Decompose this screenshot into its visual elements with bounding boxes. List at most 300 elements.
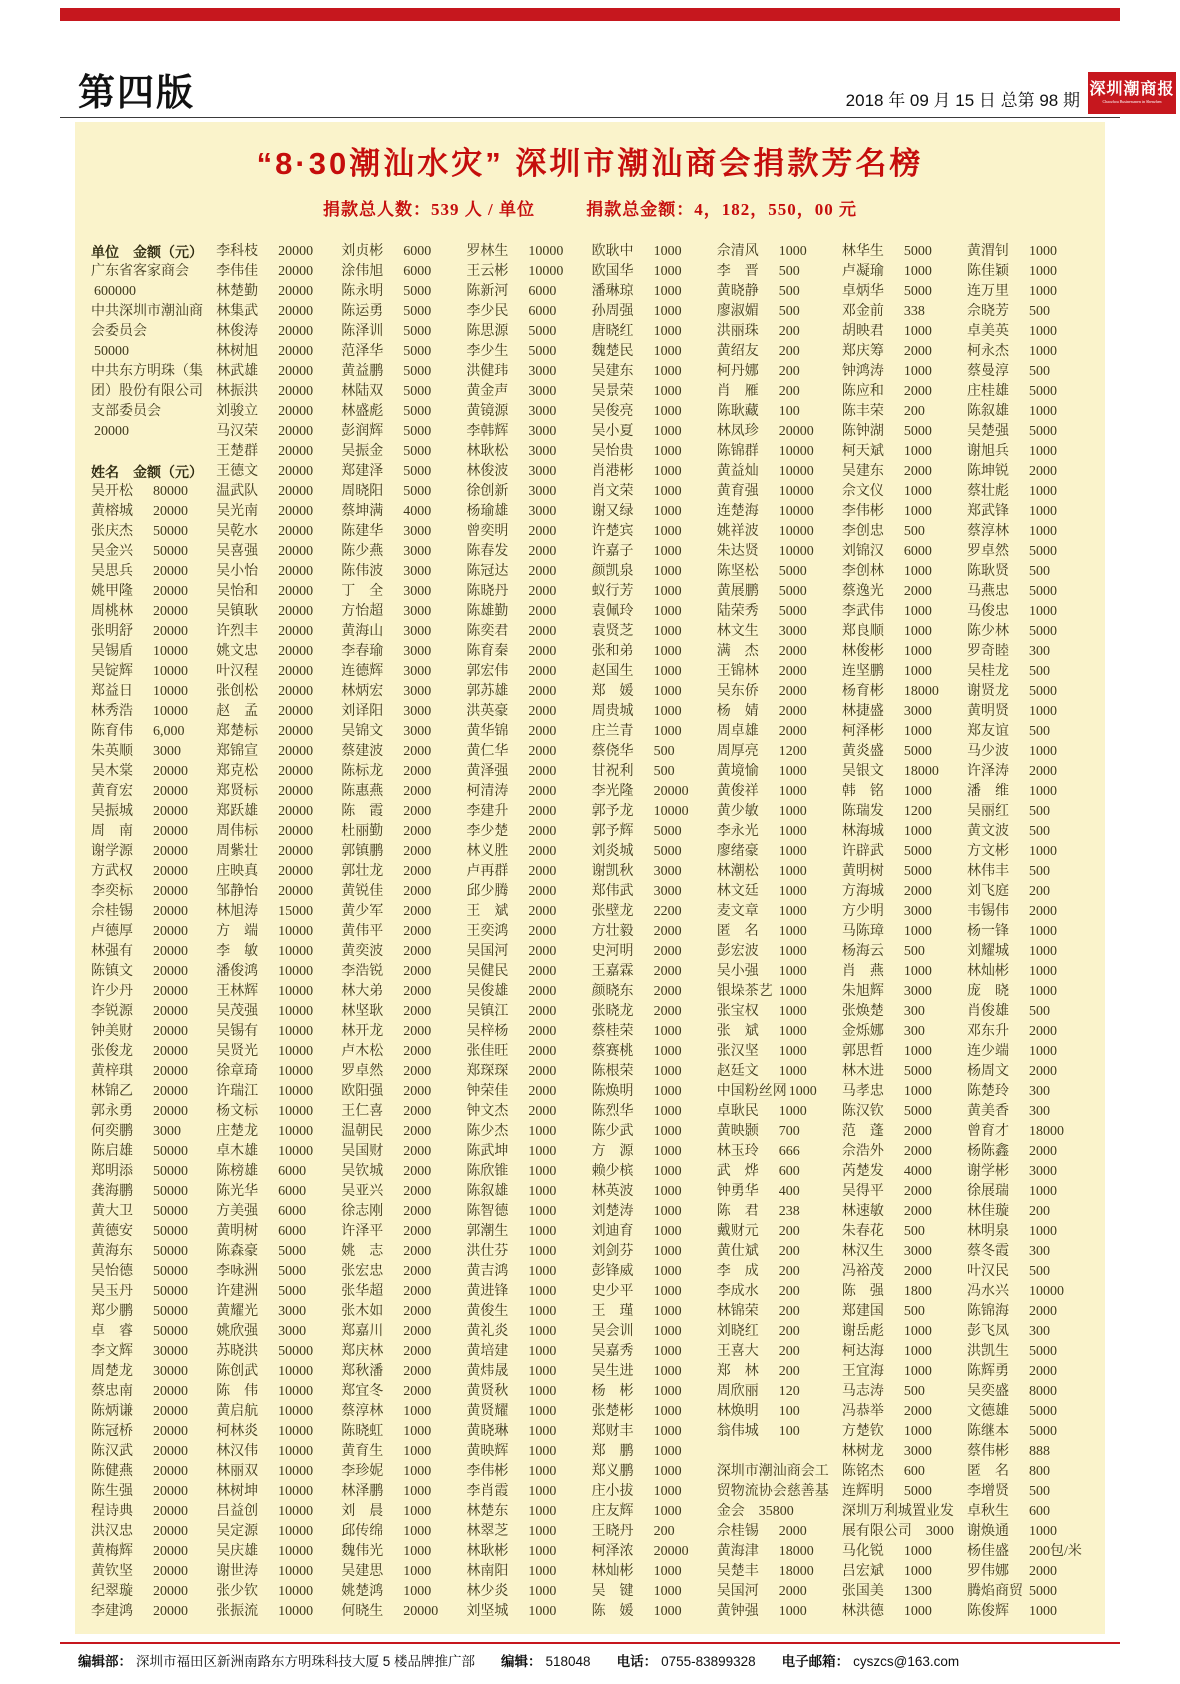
donor-name: 郭永勇 [91,1104,133,1119]
donor-name: 连德辉 [341,664,384,679]
donor-row [91,682,213,702]
donor-amount: 1000 [653,1104,682,1119]
donor-row [967,542,1089,562]
donor-amount: 1000 [403,1404,432,1419]
donor-row [216,842,338,862]
donor-row [592,742,714,762]
donor-amount: 1000 [653,1564,682,1579]
donor-row [91,982,213,1002]
donor-row [842,1062,964,1082]
donor-amount: 1000 [653,1384,682,1399]
donor-name: 曾奕明 [466,524,509,539]
donor-row [466,1002,588,1022]
donor-amount: 1000 [403,1424,432,1439]
donor-name: 杨 彬 [591,1384,634,1399]
donor-amount: 20000 [278,884,314,899]
donor-amount: 10000 [278,944,314,959]
donor-amount: 20000 [153,504,188,519]
donor-amount: 2000 [778,644,807,659]
donor-row [341,782,463,802]
donor-name: 黄德安 [91,1224,133,1239]
donor-name: 张庆杰 [91,524,133,539]
donor-name: 林洪德 [841,1604,884,1619]
donor-row [216,782,338,802]
donor-row [592,462,714,482]
donor-row [717,942,839,962]
donor-row [967,1602,1089,1622]
donor-amount: 1000 [653,444,682,459]
donor-amount: 1000 [653,1304,682,1319]
donor-row [967,422,1089,442]
donor-name: 柯达海 [841,1344,884,1359]
donor-row [91,1142,213,1162]
donor-name: 洪健玮 [466,364,509,379]
donor-amount: 1000 [903,1424,932,1439]
donor-name: 陈镇文 [91,964,133,979]
donor-row [967,1162,1089,1182]
donor-amount: 10000 [278,1024,314,1039]
donor-row [341,262,463,282]
donor-name: 吴得平 [841,1184,884,1199]
donor-amount: 10000 [778,504,814,519]
donor-name: 许建洲 [216,1284,259,1299]
donor-name: 史少平 [591,1284,634,1299]
donor-amount: 5000 [903,1104,932,1119]
donor-row [967,1142,1089,1162]
donor-row [842,1302,964,1322]
donor-name: 周桃林 [91,604,133,619]
donor-row [592,422,714,442]
donor-amount: 2000 [528,564,557,579]
donor-name: 林汉生 [841,1244,884,1259]
donor-name: 潘琳琼 [591,284,634,299]
donor-amount: 20000 [278,724,314,739]
donor-amount: 1000 [653,624,682,639]
donor-amount: 1000 [778,824,807,839]
donor-amount: 8000 [1028,1384,1057,1399]
donor-name: 陈惠燕 [341,784,384,799]
donor-name: 满 杰 [716,644,759,659]
donor-name: 蔡赛桃 [591,1044,634,1059]
donor-amount: 1000 [653,1084,682,1099]
donor-name: 王德文 [216,464,259,479]
donor-row [592,362,714,382]
donor-amount: 20000 [278,304,314,319]
donor-amount: 2000 [403,1144,432,1159]
unit-donor-entry [91,262,213,302]
donor-name: 张华超 [341,1284,384,1299]
donor-name: 陈 强 [841,1284,884,1299]
donor-amount: 20000 [653,1544,689,1559]
spacer [717,1442,839,1462]
donor-row [967,782,1089,802]
donor-amount: 3000 [903,984,932,999]
donor-row [91,1342,213,1362]
donor-amount: 1000 [903,324,932,339]
donor-row [466,1022,588,1042]
donor-amount: 2000 [1028,1064,1057,1079]
donor-name: 庞 晓 [966,984,1009,999]
donor-amount: 20000 [653,784,689,799]
donor-name: 林翠芝 [466,1524,509,1539]
donor-row [717,902,839,922]
donor-amount: 338 [903,304,925,319]
donor-amount: 2000 [1028,1304,1057,1319]
donor-amount: 2000 [403,764,432,779]
donor-amount: 1000 [903,824,932,839]
donor-row [967,562,1089,582]
donor-row [967,1182,1089,1202]
donor-amount: 3000 [528,444,557,459]
donor-amount: 1000 [778,904,807,919]
donor-amount: 10000 [653,804,689,819]
donor-row [717,362,839,382]
donor-row [967,442,1089,462]
donor-name: 蔡淳林 [341,1404,384,1419]
donor-row [717,622,839,642]
donor-row [466,1562,588,1582]
donor-name: 周卓雄 [716,724,759,739]
donor-row [842,1402,964,1422]
donor-name: 卢再群 [466,864,509,879]
donor-name: 林秀浩 [91,704,133,719]
donor-row [466,1522,588,1542]
donor-amount: 238 [778,1204,800,1219]
donor-amount: 20000 [153,884,188,899]
donor-row [717,1322,839,1342]
donor-row [216,462,338,482]
donor-row [466,1582,588,1602]
donor-row [717,1542,839,1562]
donor-amount: 200 [778,1364,800,1379]
donor-row [717,482,839,502]
donor-amount: 1000 [653,1164,682,1179]
donor-amount: 3000 [903,1244,932,1259]
donor-row [341,1162,463,1182]
donor-row [967,1002,1089,1022]
donor-name: 杨育彬 [841,684,884,699]
donor-amount: 300 [1028,644,1050,659]
donor-amount: 5000 [403,424,432,439]
donor-row [216,662,338,682]
donor-name: 邹静怡 [216,884,259,899]
donor-amount: 20000 [153,824,188,839]
donor-row [842,762,964,782]
donor-row [91,1002,213,1022]
donor-row [466,1442,588,1462]
donor-row [842,282,964,302]
donor-amount: 20000 [153,864,188,879]
donor-row [717,662,839,682]
donor-row [842,1382,964,1402]
donor-name: 刘楚涛 [591,1204,634,1219]
donor-row [216,1142,338,1162]
donor-row [717,262,839,282]
donor-name: 袁佩玲 [591,604,634,619]
donor-row [717,462,839,482]
donor-row [717,1302,839,1322]
donor-name: 陈光华 [216,1184,259,1199]
donor-row [717,382,839,402]
donor-row [842,862,964,882]
donor-amount: 2000 [528,884,557,899]
donor-row [341,1342,463,1362]
donor-row [216,982,338,1002]
donor-name: 曾育才 [966,1124,1009,1139]
donor-amount: 1000 [903,1044,932,1059]
donor-row [967,802,1089,822]
donor-name: 林华生 [841,244,884,259]
donor-row [717,1522,839,1542]
donor-name: 彭宏波 [716,944,759,959]
donor-name: 陈佳颖 [966,264,1009,279]
footer-item [617,1654,756,1669]
donor-amount: 10000 [278,964,314,979]
donor-row [341,1582,463,1602]
donor-amount: 2000 [528,824,557,839]
donor-row [91,1162,213,1182]
donor-name: 邓东升 [966,1024,1009,1039]
donor-amount: 2000 [403,1084,432,1099]
top-red-bar [60,8,1120,21]
donor-row [216,1442,338,1462]
donor-row [216,722,338,742]
donor-amount: 10000 [778,464,814,479]
donor-name: 吴生进 [591,1364,634,1379]
donor-row [341,1362,463,1382]
donor-name: 刘锦汉 [841,544,884,559]
donor-name: 林少炎 [466,1584,509,1599]
donor-amount: 200 [1028,1204,1050,1219]
donor-amount: 20000 [278,484,314,499]
donor-row [466,562,588,582]
donor-column-2 [216,242,338,1622]
donor-name: 郑琛琛 [466,1064,509,1079]
donor-amount: 3000 [528,384,557,399]
donor-name: 林灿彬 [591,1564,634,1579]
donor-row [842,1342,964,1362]
donor-amount: 1000 [653,404,682,419]
donor-row [967,362,1089,382]
donor-amount: 1000 [903,604,932,619]
donor-name: 陈创武 [216,1364,259,1379]
donor-name: 中共东方明珠（集团）股份有限公司支部委员会 [91,364,203,419]
donor-name: 林明泉 [966,1224,1009,1239]
donor-amount: 1000 [653,1464,682,1479]
donor-row [466,1402,588,1422]
donor-name: 林潮松 [716,864,759,879]
donor-name: 蔡桂荣 [591,1024,634,1039]
donor-name: 黄绍友 [716,344,759,359]
donor-row [466,382,588,402]
donor-amount: 10000 [278,1084,314,1099]
donor-amount: 2000 [403,824,432,839]
donor-name: 吴开松 [91,484,133,499]
donor-row [216,1222,338,1242]
donor-row [466,282,588,302]
donor-amount: 2000 [528,804,557,819]
donor-amount: 500 [903,1384,925,1399]
donor-amount: 10000 [778,484,814,499]
donor-row [341,1002,463,1022]
donor-name: 吴健民 [466,964,509,979]
donor-name: 吴乾水 [216,524,259,539]
donor-amount: 1000 [653,264,682,279]
donor-amount: 500 [903,944,925,959]
donor-name: 纪翠璇 [91,1584,133,1599]
donor-amount: 1000 [778,864,807,879]
donor-name: 郑益日 [91,684,133,699]
donor-amount: 1000 [653,1024,682,1039]
donor-amount: 20000 [278,444,314,459]
donor-amount: 1000 [778,1004,807,1019]
donor-row [466,502,588,522]
donor-row [717,1182,839,1202]
donor-amount: 5000 [903,284,932,299]
donor-row [216,1582,338,1602]
donor-amount: 1000 [903,1604,932,1619]
donor-row [717,782,839,802]
donor-row [842,1602,964,1622]
donor-row [842,502,964,522]
donor-row [717,342,839,362]
donor-row [341,762,463,782]
donor-name: 李伟佳 [216,264,259,279]
donor-name: 姚欣强 [216,1324,259,1339]
donor-amount: 2000 [1028,1144,1057,1159]
donor-amount: 3000 [403,544,432,559]
donor-name: 刘耀城 [966,944,1009,959]
donor-row [341,502,463,522]
donor-name: 黄映辉 [466,1444,509,1459]
donor-row [717,1022,839,1042]
donor-row [216,1462,338,1482]
donor-name: 欧耿中 [591,244,634,259]
donor-name: 中国粉丝网 [716,1084,787,1099]
donor-amount: 2000 [403,924,432,939]
donor-row [967,1122,1089,1142]
donor-row [91,1522,213,1542]
donor-amount: 1000 [403,1584,432,1599]
donor-amount: 20000 [778,424,814,439]
donor-name: 张和弟 [591,644,634,659]
donor-amount: 2000 [528,1004,557,1019]
donor-name: 吴小怡 [216,564,259,579]
donor-row [842,622,964,642]
donor-name: 方海城 [841,884,884,899]
donor-amount: 20000 [278,384,314,399]
donor-name: 陈汉钦 [841,1104,884,1119]
donor-row [91,942,213,962]
donor-name: 谢贤龙 [966,684,1009,699]
donor-amount: 2000 [528,624,557,639]
donor-amount: 200 [778,1244,800,1259]
donor-row [466,662,588,682]
donor-row [842,742,964,762]
donor-row [466,1302,588,1322]
donor-amount: 200 [778,1224,800,1239]
donor-row [341,1022,463,1042]
donor-amount: 300 [1028,1104,1050,1119]
donor-name: 陈奕君 [466,624,509,639]
donor-row [967,522,1089,542]
donor-row [967,642,1089,662]
donor-row [842,1022,964,1042]
donor-row [592,502,714,522]
donor-name: 陈继本 [966,1424,1009,1439]
donor-name: 马陈璋 [841,924,884,939]
donor-row [91,1262,213,1282]
donor-name: 黄梓琪 [91,1064,133,1079]
donor-row [91,762,213,782]
donor-amount: 500 [1028,364,1050,379]
donor-name: 颜晓东 [591,984,634,999]
donor-amount: 6000 [528,304,557,319]
donor-name: 吴建东 [591,364,634,379]
donor-amount: 1000 [903,724,932,739]
donor-amount: 2000 [1028,764,1057,779]
donor-name: 徐创新 [466,484,509,499]
donor-name: 李少生 [466,344,509,359]
donor-name: 吴嘉秀 [591,1344,634,1359]
donor-name: 杨陈鑫 [966,1144,1009,1159]
donor-name: 李永光 [716,824,759,839]
donor-amount: 3000 [403,684,432,699]
donor-row [717,742,839,762]
donor-row [842,1542,964,1562]
donor-name: 刘炎城 [591,844,634,859]
donor-row [341,362,463,382]
donor-amount: 1000 [778,1604,807,1619]
donor-row [216,282,338,302]
donor-name: 周楚龙 [91,1364,133,1379]
donor-row [967,1082,1089,1102]
donor-row [967,722,1089,742]
donor-amount: 5000 [653,824,682,839]
donor-row [216,582,338,602]
donor-amount: 6000 [903,544,932,559]
donor-row [842,582,964,602]
donor-amount: 500 [653,764,675,779]
donor-row [592,522,714,542]
donor-amount: 1000 [1028,444,1057,459]
donor-amount: 500 [778,264,800,279]
donor-amount: 1000 [1028,1524,1057,1539]
donor-name: 徐章琦 [216,1064,259,1079]
donor-amount: 500 [1028,1484,1050,1499]
donor-row [341,582,463,602]
donor-name: 黄奕波 [341,944,384,959]
column-header: 姓名 金额（元） [91,464,203,480]
donor-row [216,942,338,962]
donor-row [717,1342,839,1362]
donor-row [216,1182,338,1202]
donor-row [466,1602,588,1622]
donor-row [592,1322,714,1342]
donor-amount: 1000 [403,1564,432,1579]
donor-amount: 300 [1028,1324,1050,1339]
donor-amount: 5000 [528,324,557,339]
donor-row [842,1482,964,1502]
donor-row [341,662,463,682]
donor-row [717,642,839,662]
donor-row [842,382,964,402]
donor-name: 赵廷文 [716,1064,759,1079]
donor-name: 黄少敏 [716,804,759,819]
donor-name: 陈 君 [716,1204,759,1219]
donor-amount: 1000 [778,764,807,779]
donor-amount: 2000 [778,1584,807,1599]
